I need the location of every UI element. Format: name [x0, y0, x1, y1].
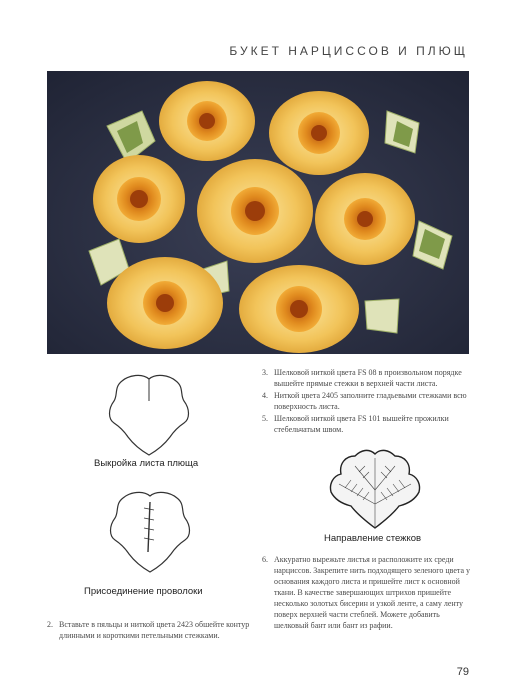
step-text: Шелковой ниткой цвета FS 101 вышейте прожилки стебельчатым швом. [274, 414, 449, 434]
step-item [262, 554, 476, 631]
step-number: 2. [47, 620, 53, 629]
step-number: 4. [262, 391, 268, 400]
step-text: Шелковой ниткой цвета FS 08 в произвольном порядке вышейте прямые стежки в верхней части листа. [274, 368, 462, 388]
daffodil-bouquet-photo [47, 71, 469, 354]
page-number: 79 [456, 666, 469, 678]
stitch-direction-leaf-diagram [325, 444, 425, 532]
ivy-leaf-pattern-diagram [104, 371, 194, 459]
step-text: Ниткой цвета 2405 заполните гладьевыми стежками всю поверхность листа. [274, 391, 467, 411]
step-text: Вставьте в пяльцы и ниткой цвета 2423 обшейте контур длинными и короткими петельными стежками. [59, 620, 250, 640]
step-item [47, 619, 255, 641]
caption-leaf-pattern: Выкройка листа плюща [94, 458, 199, 469]
caption-wire-attachment: Присоединение проволоки [84, 586, 203, 597]
steps-list-bottom-right [262, 554, 476, 632]
step-text: Аккуратно вырежьте листья и расположите их среди нарциссов. Закрепите нить подходящего зеленого цвета у основания каждого листа и пришейте лист к основной ткани. В качестве завершающих штрихов пришейте несколько золотых бисерин и узкой ленте, а саму ленту поверх верхней части стеблей. Можете добавить шелковый бант или бант из рафии. [274, 555, 471, 630]
step-item [262, 390, 476, 412]
step-number: 6. [262, 555, 268, 564]
wire-attachment-diagram [104, 488, 196, 576]
daffodil-bouquet-illustration [47, 71, 469, 354]
caption-stitch-direction: Направление стежков [324, 533, 422, 544]
page-header-title: БУКЕТ НАРЦИССОВ И ПЛЮЩ [229, 44, 468, 58]
step-number: 3. [262, 368, 268, 377]
steps-list-top-right [262, 367, 476, 436]
steps-list-bottom-left [47, 619, 255, 642]
step-number: 5. [262, 414, 268, 423]
step-item [262, 413, 476, 435]
step-item [262, 367, 476, 389]
